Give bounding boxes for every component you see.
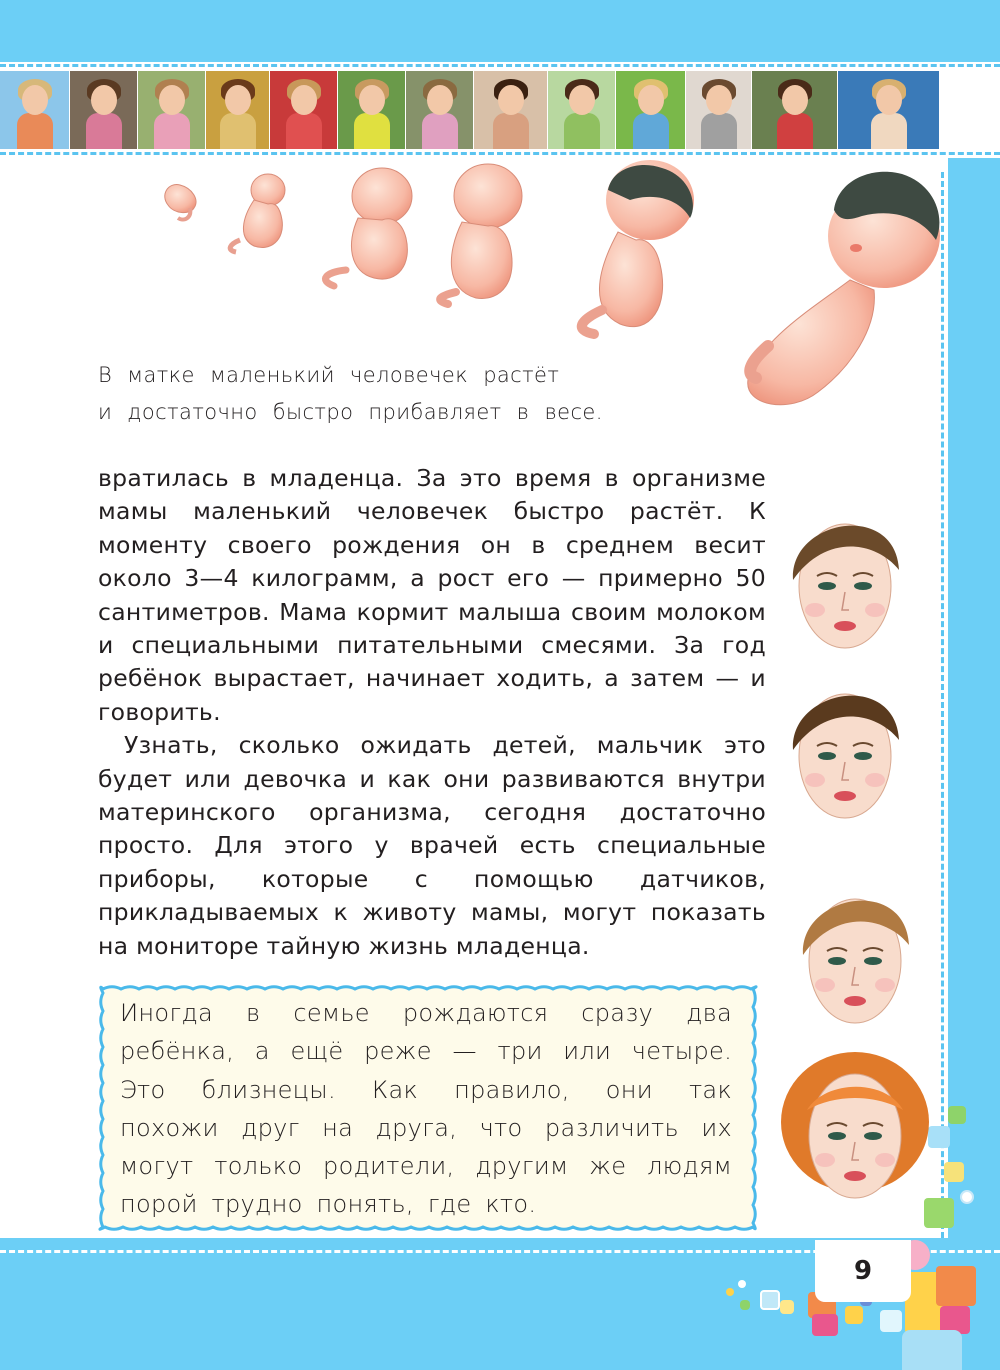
child-photo-grass (616, 71, 686, 149)
child-photo-red-bow (752, 71, 838, 149)
twins-note-text: Иногда в семье рождаются сразу два ребёнка, а ещё реже — три или четыре. Это близнецы. Как правило, они так похожи друг на друга, что различить их могут только родители, другим же людям порой трудно понять, где кто. (120, 999, 732, 1219)
decor-dot (738, 1280, 746, 1288)
child-photo-suitcase (686, 71, 752, 149)
face-dark-short-hair (793, 524, 899, 648)
paragraph-1: вратилась в младенца. За это время в организме мамы маленький человечек быстро растёт. К моменту своего рождения он в среднем весит около 3—4 килограмм, а рост его — примерно 50 сантиметров. Мама кормит малыша своим молоком и специальными питательными смесями. За год ребёнок вырастает, начинает ходить, а затем — и говорить. (98, 464, 766, 726)
caption-line-1: В матке маленький человечек растёт (98, 363, 560, 387)
illustration-caption (98, 357, 658, 431)
decor-square (936, 1266, 976, 1306)
face-red-hair (781, 1052, 929, 1198)
decor-square (902, 1330, 962, 1370)
child-photo-bench (406, 71, 474, 149)
embryo-stage-5 (582, 160, 694, 334)
twins-note (120, 994, 732, 1224)
child-photo-bike (0, 71, 70, 149)
decor-square (760, 1290, 780, 1310)
top-frame-band (0, 0, 1000, 62)
embryo-stage-6 (748, 172, 940, 405)
decor-square (880, 1310, 902, 1332)
child-photo-park (138, 71, 206, 149)
photo-strip (0, 62, 1000, 158)
face-light-brown-hair (803, 899, 909, 1023)
child-photo-pink-dress (70, 71, 138, 149)
decor-square (740, 1300, 750, 1310)
child-photo-sea (838, 71, 940, 149)
main-text (98, 462, 766, 963)
right-frame-band (948, 158, 1000, 1238)
child-photo-smile (474, 71, 548, 149)
embryo-stage-1 (165, 185, 196, 220)
face-brown-hair (793, 694, 899, 818)
decor-circle (960, 1190, 974, 1204)
decor-dot (726, 1288, 734, 1296)
decor-square (845, 1306, 863, 1324)
decor-square (944, 1162, 964, 1182)
embryo-stage-2 (230, 174, 285, 252)
photo-strip-top-border (0, 64, 1000, 67)
child-photo-curly (206, 71, 270, 149)
child-photo-flowers (270, 71, 338, 149)
embryo-stage-4 (440, 164, 522, 304)
decor-square (780, 1300, 794, 1314)
child-photo-row (0, 71, 1000, 149)
decor-square (812, 1314, 838, 1336)
child-photo-green-top (548, 71, 616, 149)
embryo-stage-3 (325, 168, 412, 286)
caption-line-2: и достаточно быстро прибавляет в весе. (98, 400, 603, 424)
paragraph-2: Узнать, сколько ожидать детей, мальчик это будет или девочка и как они развиваются внутри материнского организма, сегодня достаточно просто. Для этого у врачей есть специальные приборы, которые с помощью датчиков, прикладываемых к животу мамы, могут показать на мониторе тайную жизнь младенца. (98, 731, 766, 960)
page-number: 9 (853, 1256, 873, 1286)
faces-illustration (770, 490, 940, 1230)
child-photo-cart (338, 71, 406, 149)
photo-strip-bottom-border (0, 152, 1000, 155)
decor-square (948, 1106, 966, 1124)
